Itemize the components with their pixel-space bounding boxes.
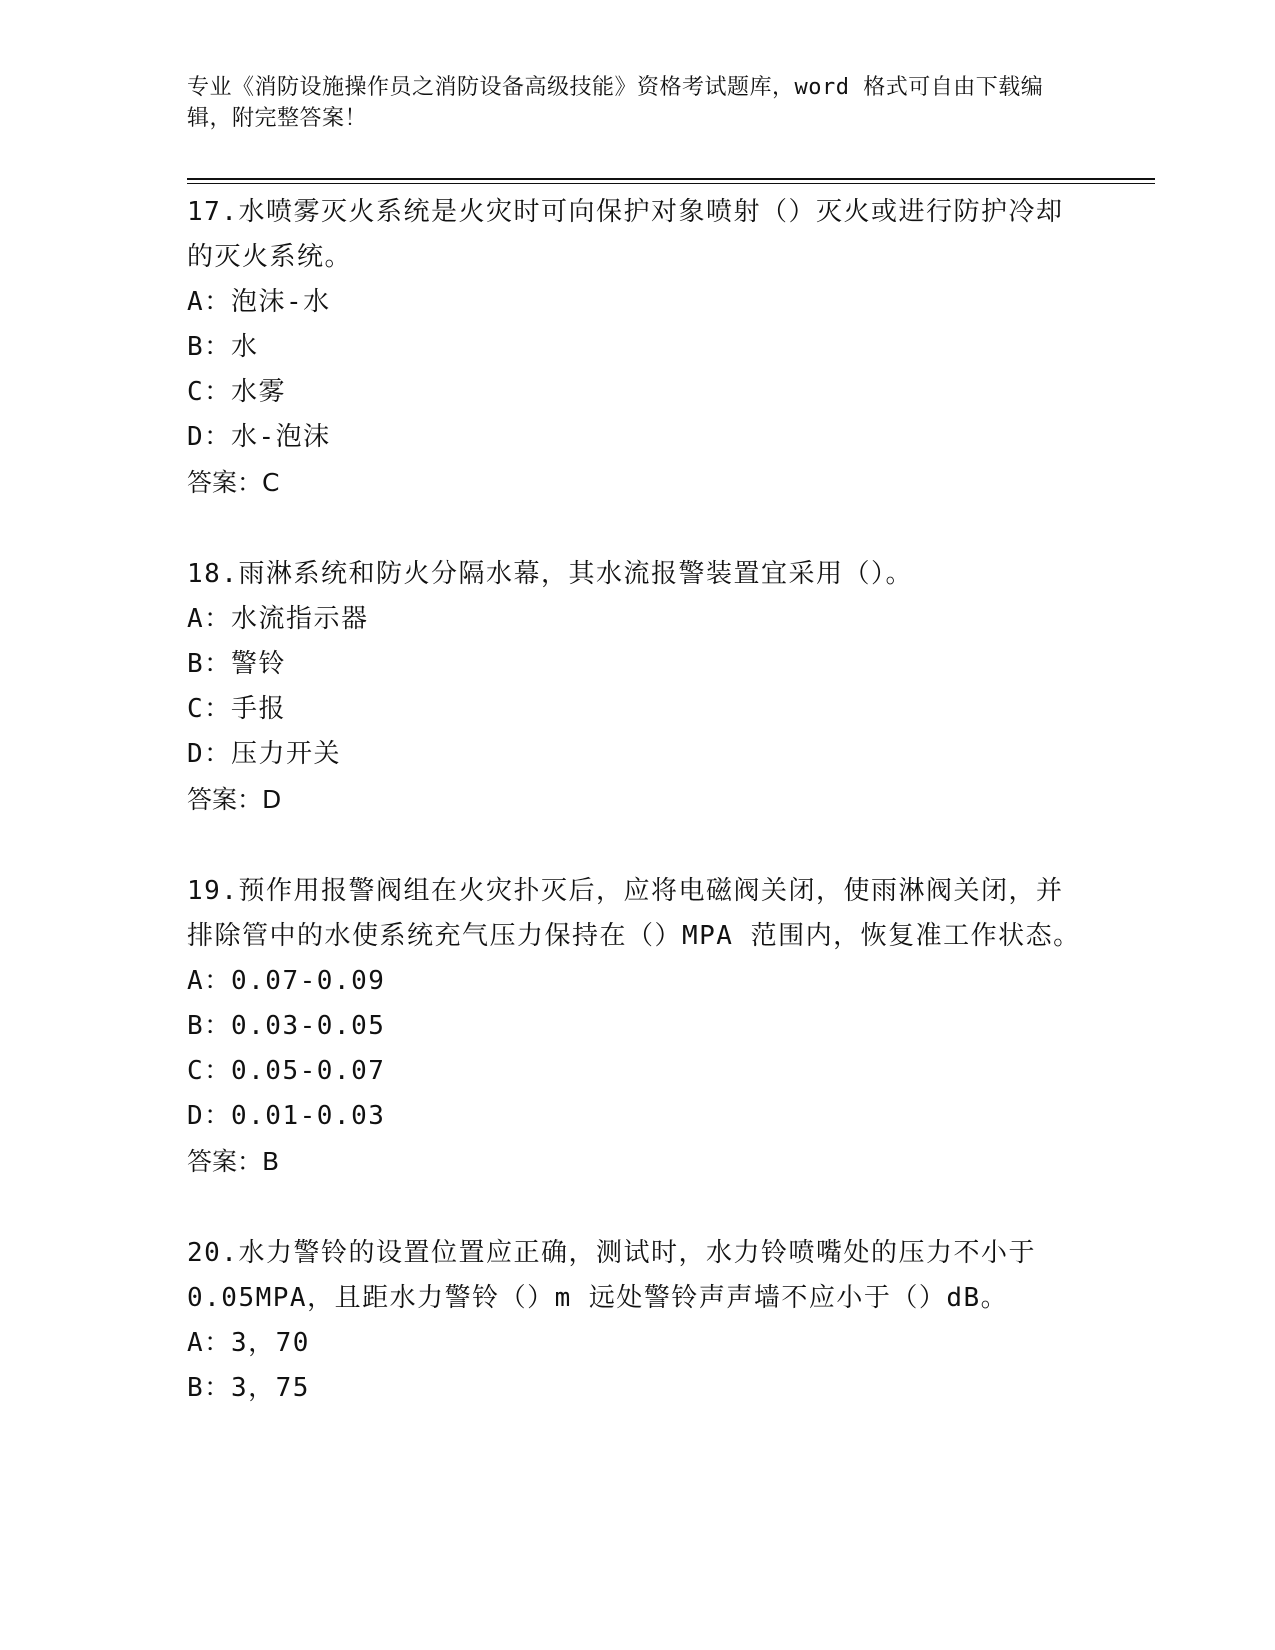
option-key: D：	[187, 422, 232, 452]
question-20	[187, 1231, 1087, 1411]
option-b	[187, 642, 1087, 687]
option-key: C：	[187, 694, 232, 724]
question-19	[187, 869, 1087, 1185]
option-key: A：	[187, 604, 232, 634]
option-a	[187, 280, 1087, 325]
option-key: C：	[187, 377, 232, 407]
option-key: B：	[187, 1373, 232, 1403]
option-text: 手报	[231, 694, 287, 724]
option-c	[187, 687, 1087, 732]
question-stem: 17.水喷雾灭火系统是火灾时可向保护对象喷射（）灭火或进行防护冷却的灭火系统。	[187, 197, 1064, 272]
option-key: A：	[187, 1328, 232, 1358]
option-c	[187, 1049, 1087, 1094]
question-17	[187, 190, 1087, 506]
option-text: 0.03-0.05	[231, 1011, 386, 1041]
option-text: 3，70	[231, 1328, 310, 1358]
header-divider	[187, 178, 1155, 180]
option-text: 泡沫-水	[231, 287, 331, 317]
option-key: A：	[187, 287, 232, 317]
option-d	[187, 1094, 1087, 1139]
option-text: 0.01-0.03	[231, 1101, 386, 1131]
option-key: B：	[187, 649, 232, 679]
option-key: C：	[187, 1056, 232, 1086]
option-a	[187, 597, 1087, 642]
question-stem: 19.预作用报警阀组在火灾扑灭后，应将电磁阀关闭，使雨淋阀关闭，并排除管中的水使系统充气压力保持在（）MPA 范围内，恢复准工作状态。	[187, 876, 1081, 951]
answer-line: 答案：C	[187, 468, 280, 497]
option-b	[187, 325, 1087, 370]
option-a	[187, 959, 1087, 1004]
option-text: 0.05-0.07	[231, 1056, 386, 1086]
option-text: 0.07-0.09	[231, 966, 386, 996]
option-text: 警铃	[231, 649, 287, 679]
question-list	[187, 190, 1087, 1457]
option-c	[187, 370, 1087, 415]
option-text: 水流指示器	[231, 604, 369, 634]
option-d	[187, 732, 1087, 777]
option-text: 3，75	[231, 1373, 310, 1403]
option-key: B：	[187, 1011, 232, 1041]
option-key: A：	[187, 966, 232, 996]
question-stem: 18.雨淋系统和防火分隔水幕，其水流报警装置宜采用（）。	[187, 559, 913, 589]
option-text: 水-泡沫	[231, 422, 331, 452]
header-divider-thin	[187, 183, 1155, 184]
option-text: 水	[231, 332, 259, 362]
option-key: D：	[187, 739, 232, 769]
option-a	[187, 1321, 1087, 1366]
answer-line: 答案：B	[187, 1147, 280, 1176]
option-key: B：	[187, 332, 232, 362]
question-stem: 20.水力警铃的设置位置应正确，测试时，水力铃喷嘴处的压力不小于0.05MPA，且距水力警铃（）m 远处警铃声声墙不应小于（）dB。	[187, 1238, 1036, 1313]
document-intro: 专业《消防设施操作员之消防设备高级技能》资格考试题库，word 格式可自由下载编辑，附完整答案！	[187, 75, 1044, 131]
option-text: 压力开关	[231, 739, 342, 769]
question-18	[187, 552, 1087, 823]
answer-line: 答案：D	[187, 785, 282, 814]
option-d	[187, 415, 1087, 460]
option-b	[187, 1366, 1087, 1411]
option-text: 水雾	[231, 377, 287, 407]
option-b	[187, 1004, 1087, 1049]
option-key: D：	[187, 1101, 232, 1131]
